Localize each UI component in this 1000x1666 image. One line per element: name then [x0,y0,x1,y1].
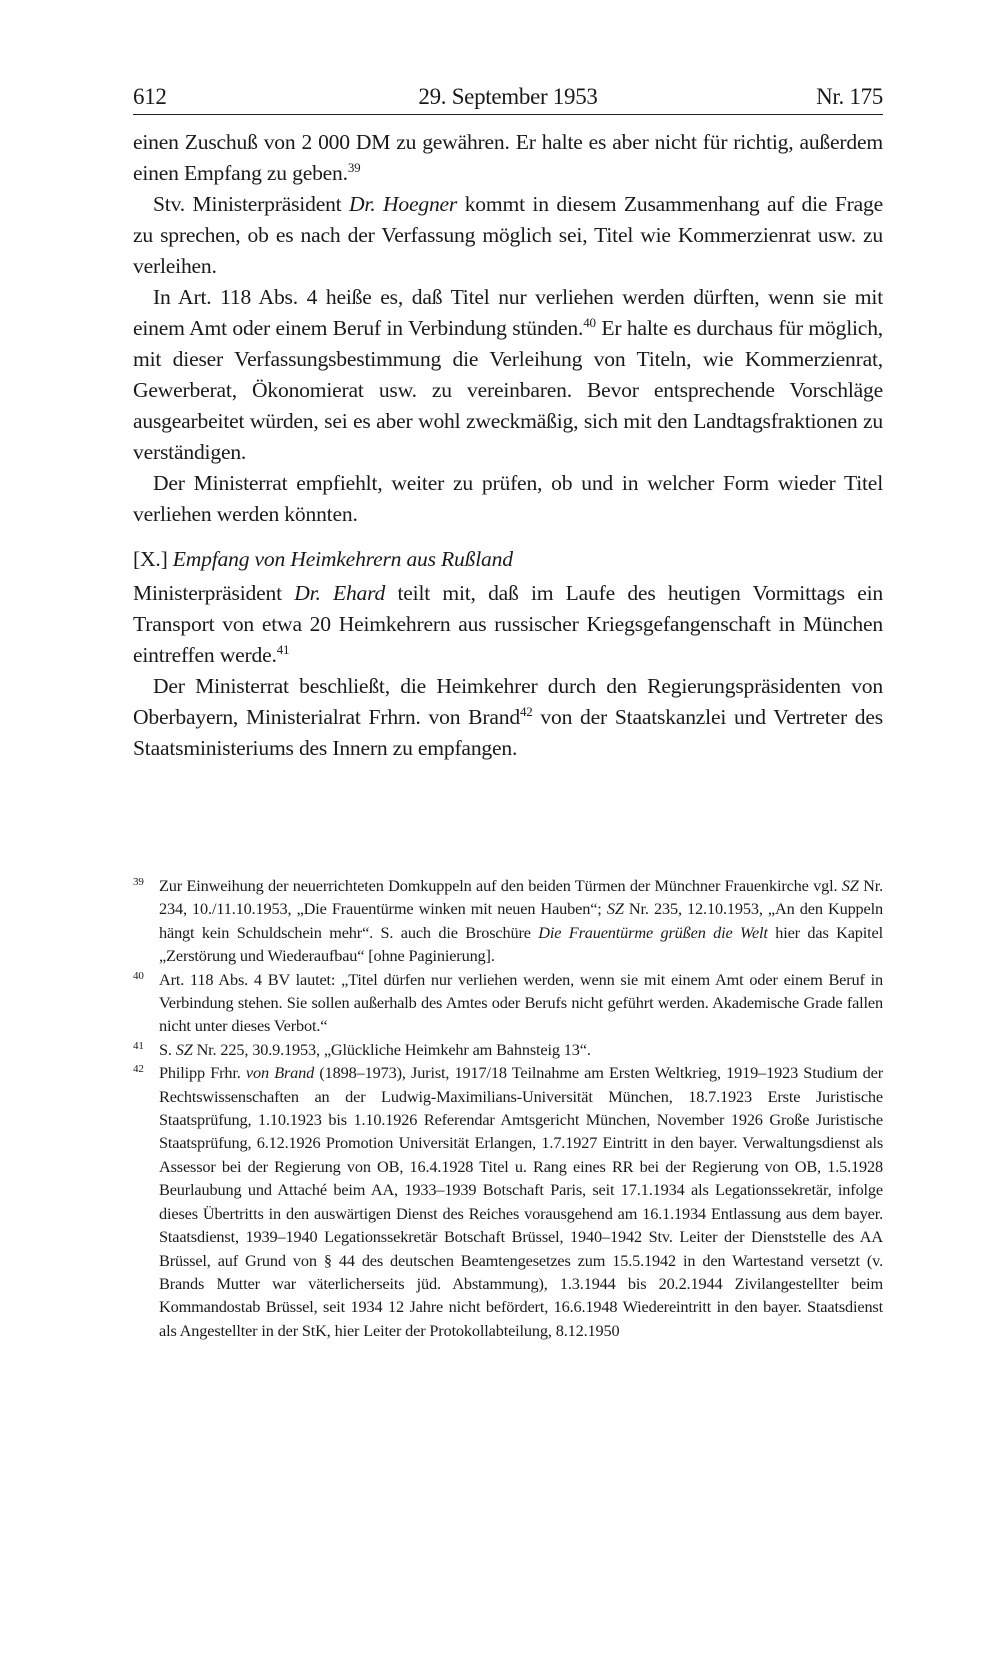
header-date: 29. September 1953 [418,84,598,109]
footnotes [133,874,883,1342]
main-text [133,127,883,764]
paragraph-1: einen Zuschuß von 2 000 DM zu gewähren. Er halte es aber nicht für richtig, außerdem einen Empfang zu geben.$^{39}$ [133,130,883,185]
person-name: Dr. Hoegner [349,192,458,216]
page-number: 612 [133,84,167,109]
footnote-number: 39 [133,876,144,888]
section-number: [X.] [133,547,168,571]
footnote-ref-41[interactable]: 41 [276,642,290,657]
footnote-number: 41 [133,1039,144,1052]
footnote-40: 40 Art. 118 Abs. 4 BV lautet: „Titel dürfen nur verliehen werden, wenn sie mit einem Amt oder einem Beruf in Verbindung stehen. Sie sollen außerhalb des Amtes oder Berufs nicht geführt werden. Akademische Grade fallen nicht unter dieses Verbot.“ [133,968,883,1038]
footnote-ref-42[interactable]: 42 [519,704,533,719]
footnote-39: 39 Zur Einweihung der neuerrichteten Domkuppeln auf den beiden Türmen der Münchner Frauenkirche vgl. SZ Nr. 234, 10./11.10.1953, „Die Frauentürme winken mit neuen Hauben“; SZ Nr. 235, 12.10.1953, „An den Kuppeln hängt kein Schuldschein mehr“. S. auch die Broschüre Die Frauentürme grüßen die Welt hier das Kapitel „Zerstörung und Wiederaufbau“ [ohne Paginierung]. [133,874,883,968]
running-header [133,80,883,115]
document-page [133,80,884,1340]
paragraph-6: Der Ministerrat beschließt, die Heimkehrer durch den Regierungspräsidenten von Oberbayern, Ministerialrat Frhrn. von Brand$^{42}$ von der Staatskanzlei und Vertreter des Staatsministeriums des Innern zu empfangen. [133,674,883,760]
footnote-41: 41 S. SZ Nr. 225, 30.9.1953, „Glückliche Heimkehr am Bahnsteig 13“. [133,1038,883,1061]
footnote-ref-40[interactable]: 40 [583,315,596,330]
issue-number: Nr. 175 [816,84,883,109]
paragraph-3: In Art. 118 Abs. 4 heiße es, daß Titel nur verliehen werden dürften, wenn sie mit einem Amt oder einem Beruf in Verbindung stünden.$^{40}$ Er halte es durchaus für möglich, mit dieser Verfassungsbestimmung die Verleihung von Titeln, wie Kommerzienrat, Gewerberat, Ökonomierat usw. zu vereinbaren. Bevor entsprechende Vorschläge ausgearbeitet würden, sei es aber wohl zweckmäßig, sich mit den Landtagsfraktionen zu verständigen. [133,285,883,464]
footnote-42: 42 Philipp Frhr. von Brand (1898–1973), Jurist, 1917/18 Teilnahme am Ersten Weltkrieg, 1919–1923 Studium der Rechtswissenschaften an der Ludwig-Maximilians-Universität München, 18.7.1923 Erste Juristische Staatsprüfung, 1.10.1923 bis 1.10.1926 Referendar Amtsgericht München, November 1926 Große Juristische Staatsprüfung, 6.12.1926 Promotion Universität Erlangen, 1.7.1927 Eintritt in den bayer. Verwaltungsdienst als Assessor bei der Regierung von OB, 16.4.1928 Titel u. Rang eines RR bei der Regierung von OB, 1.5.1928 Beurlaubung und Attaché beim AA, 1933–1939 Botschaft Paris, seit 17.1.1934 als Legationssekretär, infolge dieses Übertritts in den auswärtigen Dienst des Reiches vorausgehend am 16.1.1934 Entlassung aus dem bayer. Staatsdienst, 1939–1940 Legationssekretär Botschaft Brüssel, 1940–1942 Stv. Leiter der Dienststelle des AA Brüssel, auf Grund von § 44 des deutschen Beamtengesetzes zum 15.5.1942 in den Wartestand versetzt (v. Brands Mutter war väterlicherseits jüd. Abstammung), 1.3.1944 bis 20.2.1944 Zivilangestellter beim Kommandostab Brüssel, seit 1934 12 Jahre nicht befördert, 16.6.1948 Wiedereintritt in den bayer. Staatsdienst als Angestellter in der StK, hier Leiter der Protokollabteilung, 8.12.1950 [133,1061,883,1342]
footnote-number: 42 [133,1063,144,1076]
paragraph-4: Der Ministerrat empfiehlt, weiter zu prüfen, ob und in welcher Form wieder Titel verliehen werden könnten. [133,471,883,526]
section-heading [133,544,883,575]
section-title: Empfang von Heimkehrern aus Rußland [172,547,513,571]
footnote-ref-39[interactable]: 39 [347,160,361,175]
person-name: von Brand [245,1063,315,1083]
paragraph-5: Ministerpräsident Dr. Ehard teilt mit, daß im Laufe des heutigen Vormittags ein Transport von etwa 20 Heimkehrern aus russischer Kriegsgefangenschaft in München eintreffen werde.$^{41}$ [133,581,883,667]
publication-title: Die Frauentürme grüßen die Welt [538,922,768,942]
paragraph-2: Stv. Ministerpräsident Dr. Hoegner kommt in diesem Zusammenhang auf die Frage zu sprechen, ob es nach der Verfassung möglich sei, Titel wie Kommerzienrat usw. zu verleihen. [133,192,883,278]
footnote-number: 40 [133,969,144,982]
person-name: Dr. Ehard [294,581,386,605]
